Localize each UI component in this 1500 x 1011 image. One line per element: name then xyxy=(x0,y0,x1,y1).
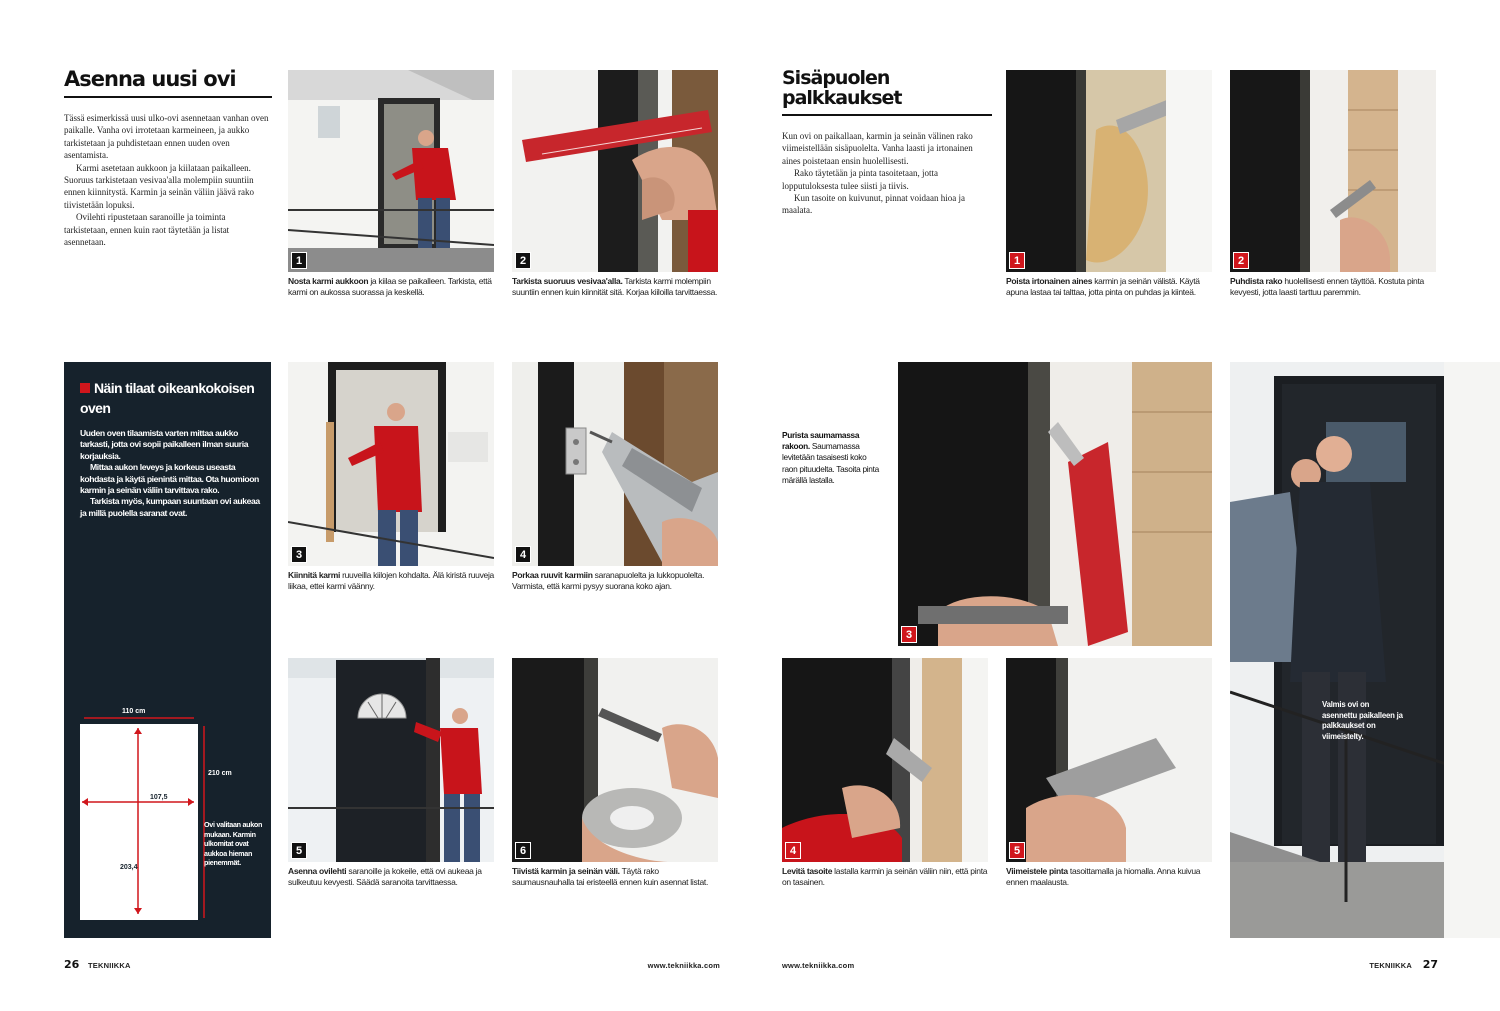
page-title-left: Asenna uusi ovi xyxy=(64,66,272,98)
step-caption-r5 xyxy=(1006,866,1212,888)
step-number: 1 xyxy=(291,252,307,269)
step-photo-1 xyxy=(288,70,494,272)
footer-magazine: TEKNIIKKA xyxy=(1369,961,1412,970)
info-box-title-text: Näin tilaat oikeankokoisen oven xyxy=(80,380,255,416)
step-caption-bold: Nosta karmi aukkoon xyxy=(288,276,369,286)
step-caption-bold: Viimeistele pinta xyxy=(1006,866,1068,876)
info-box-paragraph: Mittaa aukon leveys ja korkeus useasta kohdasta ja käytä pienintä mittaa. Ota huomioon karmin ja seinän väliin tarvittava rako. xyxy=(80,462,259,496)
step-caption-bold: Asenna ovilehti xyxy=(288,866,347,876)
step-photo-r5 xyxy=(1006,658,1212,862)
footer-website: www.tekniikka.com xyxy=(782,961,855,970)
step-photo-5 xyxy=(288,658,494,862)
step-caption-r3 xyxy=(782,430,882,486)
step-caption-text: lastalla karmin ja seinän väliin niin, että pinta on tasainen. xyxy=(782,866,988,887)
dimension-height: 210 cm xyxy=(208,770,232,777)
info-box-paragraph: Uuden oven tilaamista varten mittaa aukko tarkasti, jotta ovi sopii paikalleen ilman suuria korjauksia. xyxy=(80,428,249,461)
step-caption-6 xyxy=(512,866,718,888)
step-caption-r4 xyxy=(782,866,988,888)
step-caption-bold: Tiivistä karmin ja seinän väli. xyxy=(512,866,620,876)
step-caption-3 xyxy=(288,570,494,592)
red-square-icon xyxy=(80,383,90,393)
step-caption-bold: Purista saumamassa rakoon. xyxy=(782,430,860,452)
dimension-inner-width: 107,5 xyxy=(150,794,168,801)
intro-paragraph: Karmi asetetaan aukkoon ja kiilataan paikalleen. Suoruus tarkistetaan vesivaa'alla molempiin suuntiin ennen kiinnitystä. Karmin ja seinän väliin jäävä rako tiivistetään lopuksi. xyxy=(64,162,254,210)
step-caption-1 xyxy=(288,276,494,298)
step-caption-bold: Poista irtonainen aines xyxy=(1006,276,1093,286)
info-box-paragraph: Tarkista myös, kumpaan suuntaan ovi aukeaa ja millä puolella saranat ovat. xyxy=(80,496,260,518)
intro-paragraph: Kun ovi on paikallaan, karmin ja seinän välinen rako viimeistellään sisäpuolelta. Vanha laasti ja irtonainen aines poistetaan ensin huolellisesti. xyxy=(782,131,973,166)
step-photo-4 xyxy=(512,362,718,566)
step-photo-r2 xyxy=(1230,70,1436,272)
step-number: 1 xyxy=(1009,252,1025,269)
step-caption-text: ja kiilaa se paikalleen. Tarkista, että karmi on aukossa suorassa ja keskellä. xyxy=(288,276,492,297)
info-box xyxy=(64,362,271,938)
step-number: 4 xyxy=(515,546,531,563)
step-caption-bold: Tarkista suoruus vesivaa'alla. xyxy=(512,276,623,286)
footer-left xyxy=(64,958,720,972)
step-caption-bold: Levitä tasoite xyxy=(782,866,833,876)
step-caption-text: tasoittamalla ja hiomalla. Anna kuivua ennen maalausta. xyxy=(1006,866,1201,887)
door-measurement-diagram xyxy=(78,708,258,924)
page-number: 27 xyxy=(1422,958,1438,971)
intro-paragraph: Rako täytetään ja pinta tasoitetaan, jotta lopputuloksesta tulee siisti ja tiivis. xyxy=(782,168,938,191)
step-caption-text: Tarkista karmi molempiin suuntiin ennen kuin kiinnität sitä. Korjaa kiiloilla tarvittaessa. xyxy=(512,276,718,297)
footer-magazine: TEKNIIKKA xyxy=(88,961,131,970)
step-photo-3 xyxy=(288,362,494,566)
step-photo-6 xyxy=(512,658,718,862)
dimension-inner-height: 203,4 xyxy=(120,864,138,871)
intro-text-right xyxy=(782,130,988,217)
step-photo-r3 xyxy=(898,362,1212,646)
step-caption-text: saranoille ja kokeile, että ovi aukeaa ja sulkeutuu kevyesti. Säädä saranoita tarvittaessa. xyxy=(288,866,482,887)
step-photo-r4 xyxy=(782,658,988,862)
step-caption-text: saranapuolelta ja lukkopuolelta. Varmista, että karmi pysyy suorana koko ajan. xyxy=(512,570,705,591)
finished-door-caption: Valmis ovi on asennettu paikalleen ja palkkaukset on viimeistelty. xyxy=(1322,700,1403,741)
step-number: 2 xyxy=(1233,252,1249,269)
step-number: 4 xyxy=(785,842,801,859)
intro-paragraph: Ovilehti ripustetaan saranoille ja toiminta tarkistetaan, ennen kuin raot täytetään ja listat asennetaan. xyxy=(64,212,230,248)
step-number: 2 xyxy=(515,252,531,269)
step-number: 3 xyxy=(291,546,307,563)
step-caption-bold: Puhdista rako xyxy=(1230,276,1283,286)
step-number: 6 xyxy=(515,842,531,859)
intro-paragraph: Kun tasoite on kuivunut, pinnat voidaan hioa ja maalata. xyxy=(782,193,965,216)
intro-paragraph: Tässä esimerkissä uusi ulko-ovi asennetaan vanhan oven paikalle. Vanha ovi irrotetaan karmeineen, ja aukko tarkistetaan ja puhdistetaan ennen uuden oven asentamista. xyxy=(64,113,269,161)
diagram-note: Ovi valitaan aukon mukaan. Karmin ulkomitat ovat aukkoa hieman pienemmät. xyxy=(204,820,263,867)
step-caption-text: karmin ja seinän välistä. Käytä apuna lastaa tai talttaa, jotta pinta on puhdas ja kiinteä. xyxy=(1006,276,1200,297)
page-number: 26 xyxy=(64,958,80,971)
step-number: 3 xyxy=(901,626,917,643)
finished-door-photo xyxy=(1230,362,1500,938)
step-caption-text: ruuveilla kiilojen kohdalta. Älä kiristä ruuveja liikaa, ettei karmi väänny. xyxy=(288,570,494,591)
step-caption-r1 xyxy=(1006,276,1212,298)
dimension-width: 110 cm xyxy=(122,708,146,715)
info-box-text xyxy=(80,428,260,519)
step-number: 5 xyxy=(1009,842,1025,859)
step-photo-r1 xyxy=(1006,70,1212,272)
step-caption-5 xyxy=(288,866,494,888)
step-caption-text: huolellisesti ennen täyttöä. Kostuta pinta kevyesti, jotta laasti tarttuu paremmin. xyxy=(1230,276,1424,297)
page-title-right: Sisäpuolen palkkaukset xyxy=(782,68,992,116)
step-caption-bold: Kiinnitä karmi xyxy=(288,570,341,580)
step-caption-4 xyxy=(512,570,718,592)
step-caption-2 xyxy=(512,276,718,298)
footer-website: www.tekniikka.com xyxy=(647,961,720,970)
step-caption-text: Täytä rako saumausnauhalla tai eristeellä ennen kuin asennat listat. xyxy=(512,866,709,887)
step-caption-text: Saumamassa levitetään tasaisesti koko raon pituudelta. Tasoita pinta märällä lastalla. xyxy=(782,441,879,485)
step-caption-bold: Porkaa ruuvit karmiin xyxy=(512,570,593,580)
step-photo-2 xyxy=(512,70,718,272)
step-number: 5 xyxy=(291,842,307,859)
info-box-title xyxy=(80,378,260,418)
step-caption-r2 xyxy=(1230,276,1436,298)
footer-right xyxy=(782,958,1438,972)
intro-text-left xyxy=(64,112,270,248)
